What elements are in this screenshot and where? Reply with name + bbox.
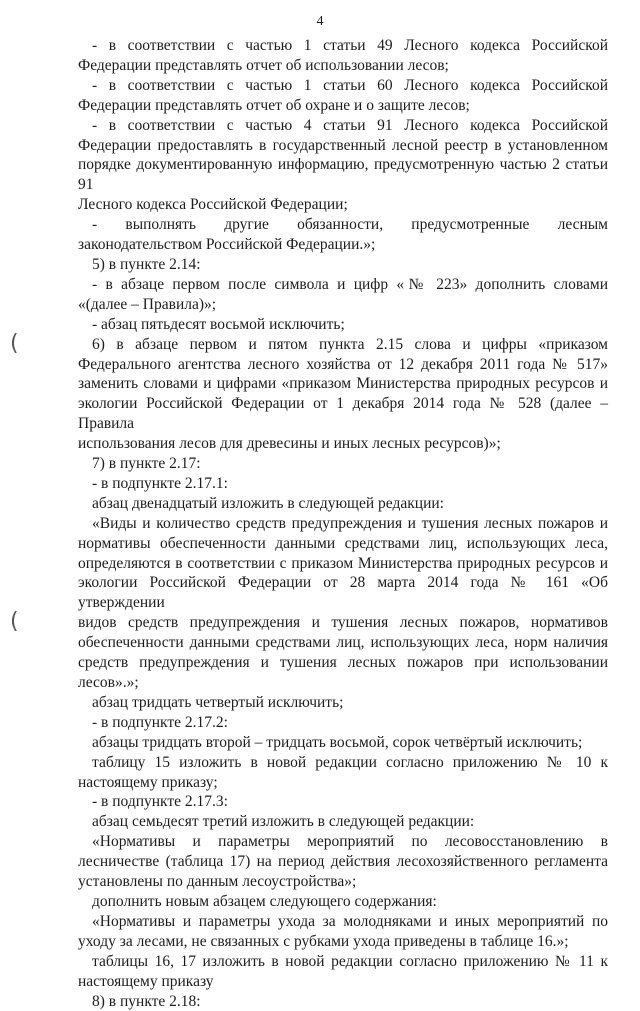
text-line: - в подпункте 2.17.2: [78,713,608,733]
margin-mark: ( [10,331,19,356]
text-line: 6) в абзаце первом и пятом пункта 2.15 слова и цифры «приказом [78,335,608,355]
text-line: 7) в пункте 2.17: [78,454,608,474]
text-line: лесничестве (таблица 17) на период действия лесохозяйственного регламента [78,852,608,872]
text-line: - в подпункте 2.17.1: [78,474,608,494]
text-line: абзац двенадцатый изложить в следующей редакции: [78,494,608,514]
text-line: «Нормативы и параметры мероприятий по лесовосстановлению в [78,832,608,852]
text-line: абзац семьдесят третий изложить в следующей редакции: [78,812,608,832]
text-line: «Виды и количество средств предупреждения и тушения лесных пожаров и [78,514,608,534]
text-line: настоящему приказу [78,972,608,992]
text-line: дополнить новым абзацем следующего содержания: [78,892,608,912]
document-body [78,36,608,1011]
text-line: Федерального агентства лесного хозяйства от 12 декабря 2011 года № 517» [78,355,608,375]
text-line: «Нормативы и параметры ухода за молодняками и иных мероприятий по [78,912,608,932]
text-line: - в соответствии с частью 1 статьи 60 Лесного кодекса Российской [78,76,608,96]
text-line: заменить словами и цифрами «приказом Министерства природных ресурсов и [78,374,608,394]
text-line: - в абзаце первом после символа и цифр «№ 223» дополнить словами [78,275,608,295]
text-line: определяются в соответствии с приказом Министерства природных ресурсов и [78,554,608,574]
text-line: - абзац пятьдесят восьмой исключить; [78,315,608,335]
text-line: экологии Российской Федерации от 1 декабря 2014 года № 528 (далее – Правила [78,394,608,434]
text-line: видов средств предупреждения и тушения лесных пожаров, нормативов [78,613,608,633]
text-line: уходу за лесами, не связанных с рубками ухода приведены в таблице 16.»; [78,932,608,952]
text-line: Федерации представлять отчет об охране и о защите лесов; [78,96,608,116]
text-line: абзац тридцать четвертый исключить; [78,693,608,713]
text-line: нормативы обеспеченности данными средствами лиц, использующих леса, [78,534,608,554]
text-line: использования лесов для древесины и иных лесных ресурсов)»; [78,434,608,454]
text-line: таблицы 16, 17 изложить в новой редакции согласно приложению № 11 к [78,952,608,972]
margin-mark: ( [10,609,19,634]
text-line: порядке документированную информацию, предусмотренную частью 2 статьи 91 [78,155,608,195]
text-line: «(далее – Правила)»; [78,295,608,315]
text-line: - в соответствии с частью 4 статьи 91 Лесного кодекса Российской [78,116,608,136]
text-line: - в подпункте 2.17.3: [78,792,608,812]
text-line: Федерации предоставлять в государственный лесной реестр в установленном [78,136,608,156]
text-line: абзацы тридцать второй – тридцать восьмой, сорок четвёртый исключить; [78,733,608,753]
text-line: Лесного кодекса Российской Федерации; [78,195,608,215]
text-line: 5) в пункте 2.14: [78,255,608,275]
text-line: - выполнять другие обязанности, предусмотренные лесным [78,215,608,235]
text-line: - в соответствии с частью 1 статьи 49 Лесного кодекса Российской [78,36,608,56]
text-line: обеспеченности данными средствами лиц, использующих леса, норм наличия [78,633,608,653]
text-line: 8) в пункте 2.18: [78,992,608,1011]
text-line: установлены по данным лесоустройства»; [78,872,608,892]
page-number: 4 [0,14,640,30]
text-line: экологии Российской Федерации от 28 марта 2014 года № 161 «Об утверждении [78,573,608,613]
text-line: законодательством Российской Федерации.»; [78,235,608,255]
text-line: таблицу 15 изложить в новой редакции согласно приложению № 10 к [78,753,608,773]
text-line: средств предупреждения и тушения лесных пожаров при использовании лесов».»; [78,653,608,693]
text-line: Федерации представлять отчет об использовании лесов; [78,56,608,76]
text-line: настоящему приказу; [78,773,608,793]
